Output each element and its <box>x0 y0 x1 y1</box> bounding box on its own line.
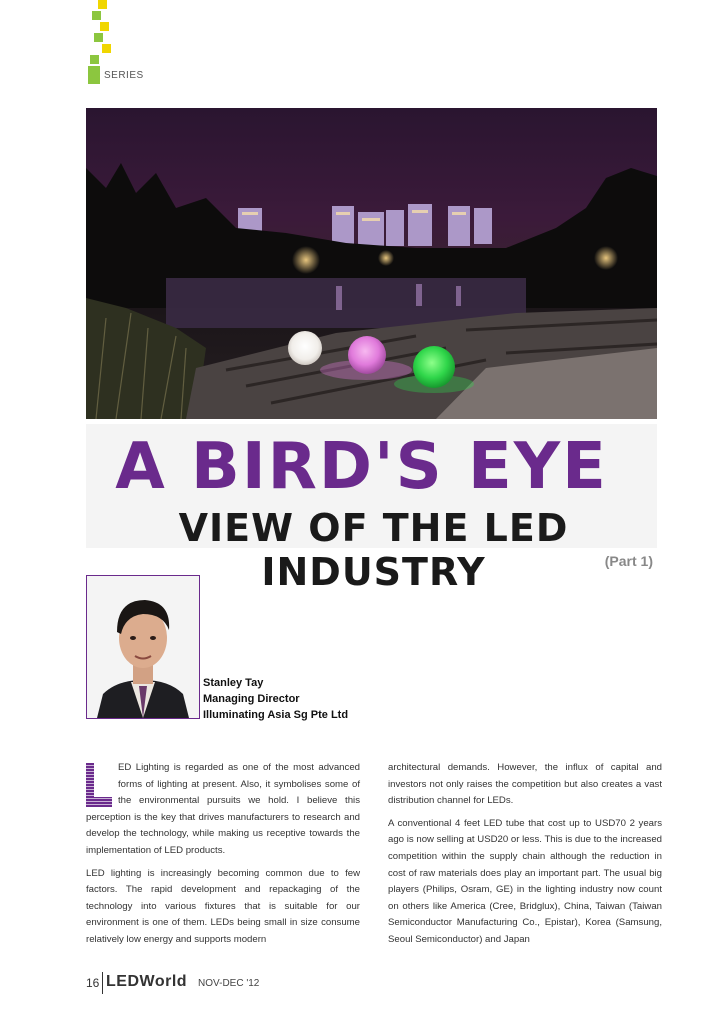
page-number: 16 <box>86 976 100 990</box>
subheadline: VIEW OF THE LED INDUSTRY <box>178 506 569 594</box>
paragraph: A conventional 4 feet LED tube that cost up to USD70 2 years ago is now selling at USD20 or less. This is due to the increased competition within the supply chain although the reduction in cost of raw materials does play an important part. The usual big players (Philips, Osram, GE) in the lighting industry now count on others like America (Cree, Bridglux), China, Taiwan (Taiwan Semiconductor Manufacturing Co., Epistar), Korea (Samsung, Seoul Semiconductor) and Japan <box>388 817 662 945</box>
author-info <box>203 675 348 723</box>
headline: A BIRD'S EYE <box>115 430 608 504</box>
author-role: Managing Director <box>203 693 300 705</box>
marker-block <box>90 55 99 64</box>
issue-date: NOV-DEC '12 <box>198 978 260 989</box>
hero-photo <box>86 108 657 419</box>
magazine-logo: LEDWorld <box>106 973 188 990</box>
body-column-left <box>86 760 360 955</box>
footer-divider <box>102 972 103 994</box>
author-photo <box>86 575 200 719</box>
author-name: Stanley Tay <box>203 677 264 689</box>
marker-block <box>88 66 100 84</box>
marker-block <box>92 11 101 20</box>
paragraph: ED Lighting is regarded as one of the most advanced forms of lighting at present. Also, it symbolises some of the environmental pursuits we hold. I believe this perception is the key that drives manufacturers to research and develop the technology, while making us receptive towards the implementation of LED products. <box>86 762 360 856</box>
body-column-right <box>388 760 662 955</box>
marker-block <box>98 0 107 9</box>
paragraph: architectural demands. However, the influx of capital and investors not only raises the competition but also creates a vast distribution channel for LEDs. <box>388 762 662 807</box>
series-marker <box>88 0 118 80</box>
series-label: SERIES <box>104 70 144 81</box>
author-company: Illuminating Asia Sg Pte Ltd <box>203 709 349 721</box>
marker-block <box>102 44 111 53</box>
paragraph: LED lighting is increasingly becoming common due to few factors. The rapid development and repackaging of the technology into various fixtures that is suitable for our environment is one of them. LEDs being small in size consume relatively low energy and supports modern <box>86 867 360 945</box>
part-label: (Part 1) <box>604 553 653 569</box>
marker-block <box>100 22 109 31</box>
marker-block <box>94 33 103 42</box>
drop-cap-l-icon <box>86 763 112 807</box>
